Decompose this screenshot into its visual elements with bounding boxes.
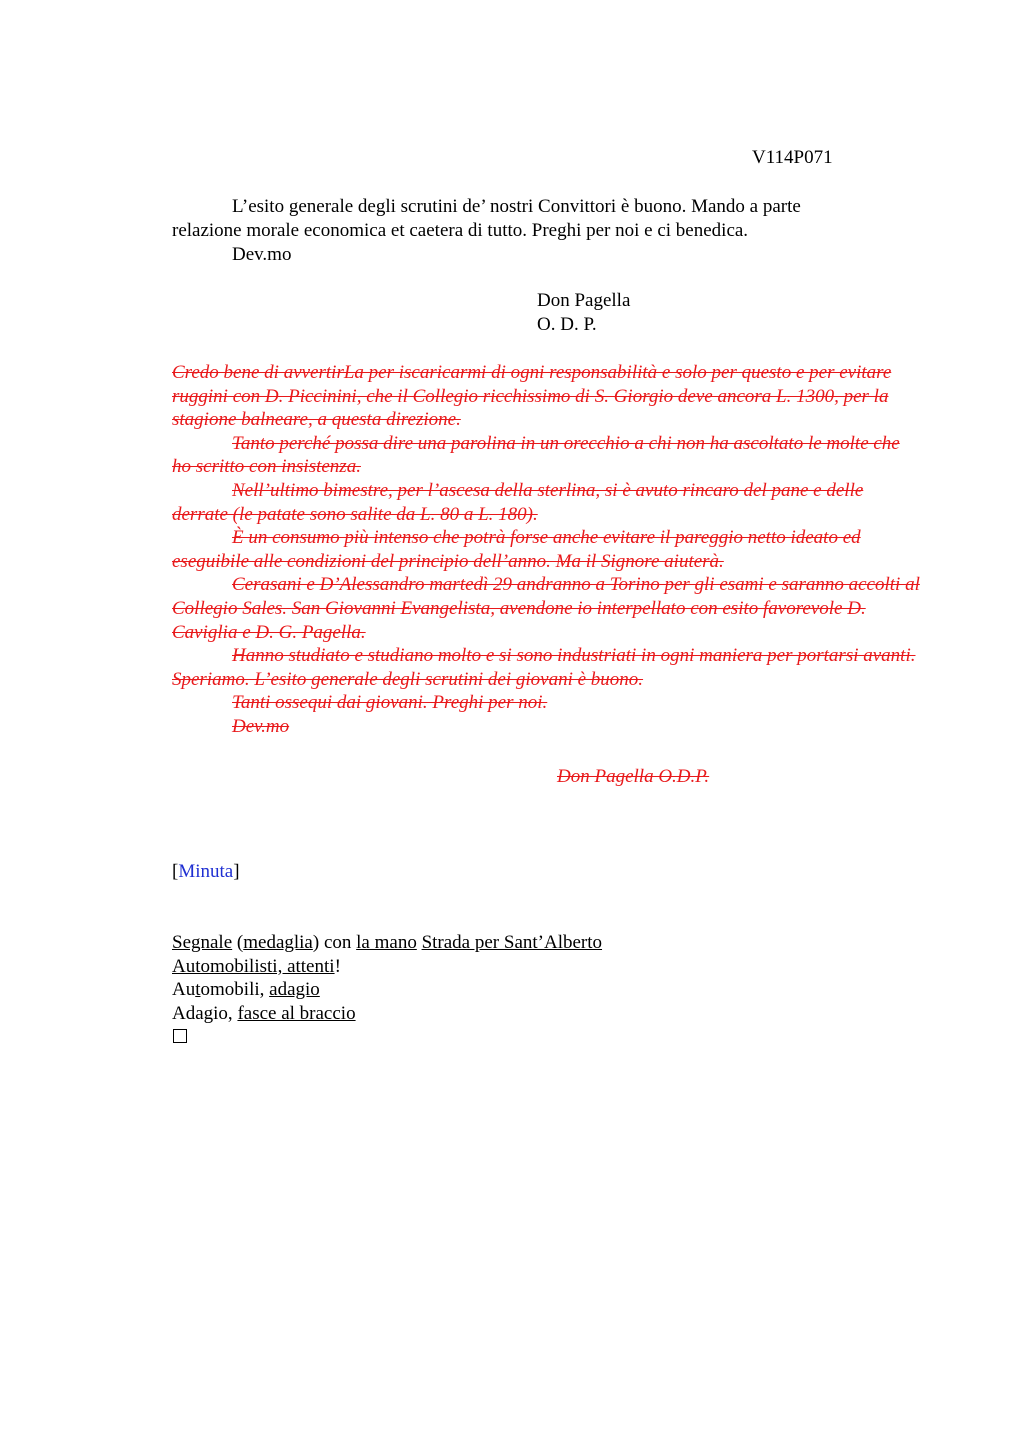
document-reference: V114P071 xyxy=(752,147,833,168)
deleted-paragraph: Cerasani e D’Alessandro martedì 29 andranno a Torino per gli esami e saranno accolti al Collegio Sales. San Giovanni Evangelista, avendone io interpellato con esito favorevole D. Caviglia e D. G. Pagella. xyxy=(172,574,920,643)
note-la-mano: la mano xyxy=(356,932,417,953)
deleted-text-block xyxy=(172,361,922,739)
deleted-paragraph: Tanti ossequi dai giovani. Preghi per noi. xyxy=(232,692,548,714)
deleted-paragraph: Dev.mo xyxy=(232,715,290,737)
notes-block xyxy=(172,931,602,1025)
deleted-paragraph: Credo bene di avvertirLa per iscaricarmi di ogni responsabilità e solo per questo e per evitare ruggini con D. Piccinini, che il Collegio ricchissimo di S. Giorgio deve ancora L. 1300, per la stagione balneare, a questa direzione. xyxy=(172,362,892,431)
minuta-open-bracket: [ xyxy=(172,861,179,882)
letter-closing: Dev.mo xyxy=(232,244,292,265)
signature-order: O. D. P. xyxy=(537,314,597,335)
note-adagio-cap: Adagio, xyxy=(172,1002,238,1024)
letter-paragraph: L’esito generale degli scrutini de’ nostri Convittori è buono. Mando a parte relazione morale economica et caetera di tutto. Preghi per noi e ci benedica. xyxy=(172,196,801,241)
signature-name: Don Pagella xyxy=(537,290,631,311)
minuta-heading xyxy=(172,860,240,884)
note-au: Au xyxy=(172,979,196,1000)
deleted-paragraph: Nell’ultimo bimestre, per l’ascesa della sterlina, si è avuto rincaro del pane e delle derrate (le patate sono salite da L. 80 a L. 180). xyxy=(172,479,864,525)
note-segnale: Segnale xyxy=(172,932,233,953)
note-close-con: ) con xyxy=(312,932,357,953)
note-omobili: omobili, xyxy=(200,979,270,1000)
note-strada: Strada per Sant’Alberto xyxy=(421,932,603,953)
minuta-label: Minuta xyxy=(178,861,234,882)
deleted-paragraph: È un consumo più intenso che potrà forse anche evitare il pareggio netto ideato ed eseguibile alle condizioni del principio dell’anno. Ma il Signore aiuterà. xyxy=(172,527,861,572)
deleted-signature: Don Pagella O.D.P. xyxy=(557,766,710,787)
note-open-paren: ( xyxy=(232,932,244,953)
note-t: t xyxy=(195,979,201,1000)
notes-line xyxy=(172,931,602,955)
minuta-close-bracket: ] xyxy=(233,861,240,882)
notes-line xyxy=(172,955,602,979)
note-adagio: adagio xyxy=(269,979,320,1000)
note-exclaim: ! xyxy=(334,955,341,977)
notes-line xyxy=(172,1002,602,1026)
note-fasce: fasce al braccio xyxy=(237,1002,356,1024)
deleted-paragraph: Hanno studiato e studiano molto e si sono industriati in ogni maniera per portarsi avanti. Speriamo. L’esito generale degli scrutini dei giovani è buono. xyxy=(172,645,916,690)
note-medaglia: medaglia xyxy=(243,932,313,953)
note-automobilisti: Automobilisti, attenti xyxy=(172,955,335,977)
letter-body xyxy=(172,195,862,267)
notes-line xyxy=(172,978,602,1002)
checkbox-square-icon xyxy=(173,1029,187,1043)
deleted-paragraph: Tanto perché possa dire una parolina in un orecchio a chi non ha ascoltato le molte che ho scritto con insistenza. xyxy=(172,432,900,478)
letter-signature xyxy=(537,289,630,337)
